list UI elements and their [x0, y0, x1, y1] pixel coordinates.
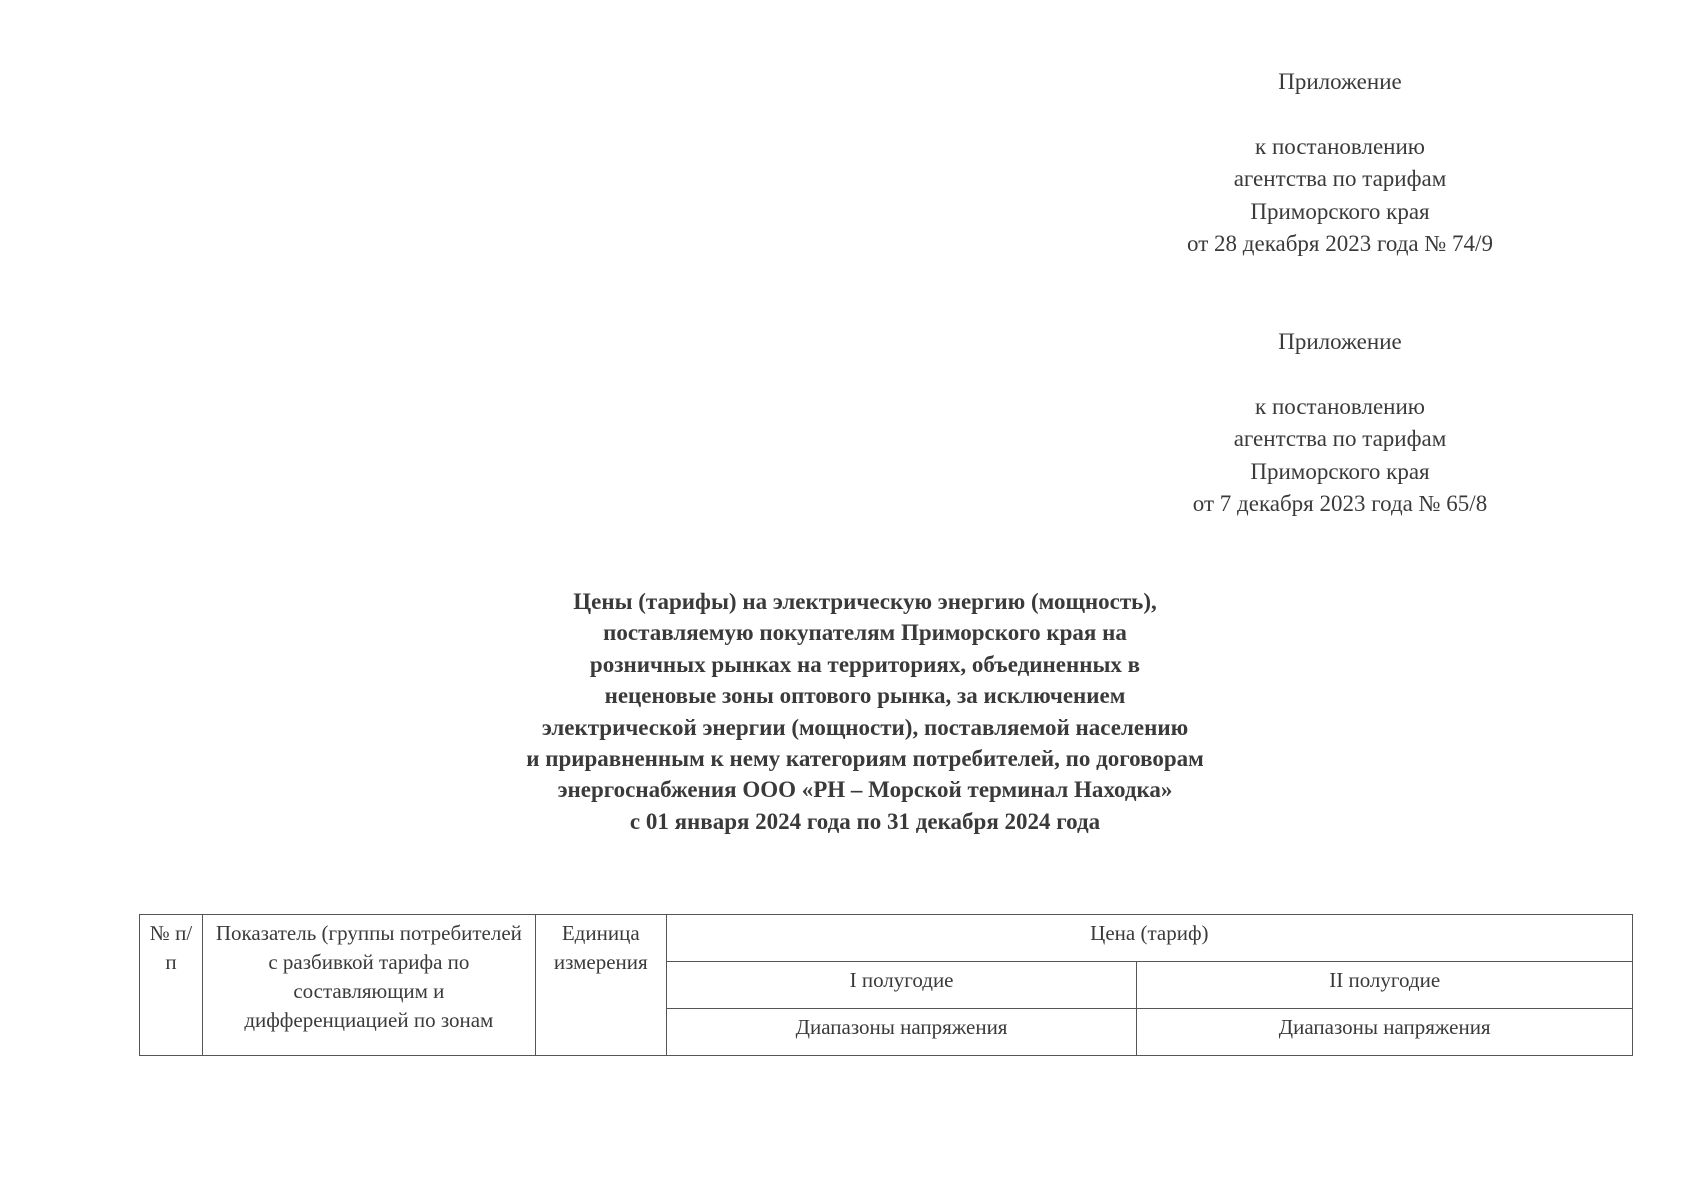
appendix-date-line: от 28 декабря 2023 года № 74/9 [1187, 231, 1493, 256]
col-header-number: № п/п [140, 915, 203, 1056]
appendix-block-2 [1080, 326, 1600, 521]
col-header-voltage-ranges-2: Диапазоны напряжения [1137, 1009, 1633, 1056]
appendix-block-1 [1080, 66, 1600, 261]
col-header-half-2: II полугодие [1137, 962, 1633, 1009]
appendix-line: агентства по тарифам [1233, 166, 1447, 191]
tariff-table [139, 914, 1633, 1056]
title-line: электрической энергии (мощности), поставляемой населению [541, 714, 1189, 740]
appendix-date-line: от 7 декабря 2023 года № 65/8 [1192, 491, 1488, 516]
title-line: Цены (тарифы) на электрическую энергию (мощность), [573, 589, 1157, 614]
title-line: энергоснабжения ООО «РН – Морской терминал Находка» [557, 777, 1173, 803]
col-header-voltage-ranges-1: Диапазоны напряжения [666, 1009, 1137, 1056]
appendix-line: Приморского края [1250, 198, 1430, 224]
document-title [400, 586, 1330, 837]
appendix-line: к постановлению [1255, 133, 1425, 159]
title-line: с 01 января 2024 года по 31 декабря 2024 года [629, 808, 1101, 834]
appendix-spacer [1080, 99, 1600, 131]
appendix-spacer [1080, 359, 1600, 391]
col-header-indicator: Показатель (группы потребителей с разбивкой тарифа по составляющим и дифференциацией по зонам [202, 915, 535, 1056]
title-line: неценовые зоны оптового рынка, за исключением [604, 683, 1126, 709]
col-header-unit: Единица измерения [535, 915, 666, 1056]
appendix-line: агентства по тарифам [1233, 426, 1447, 451]
table-header-row [140, 915, 1633, 962]
appendix-line: Приморского края [1250, 458, 1430, 484]
title-line: розничных рынках на территориях, объединенных в [589, 651, 1141, 677]
title-line: поставляемую покупателям Приморского края на [603, 620, 1127, 646]
col-header-price: Цена (тариф) [666, 915, 1632, 962]
appendix-line: к постановлению [1255, 393, 1425, 419]
appendix-title: Приложение [1278, 329, 1402, 354]
title-line: и приравненным к нему категориям потребителей, по договорам [526, 746, 1204, 772]
col-header-half-1: I полугодие [666, 962, 1137, 1009]
appendix-title: Приложение [1278, 69, 1402, 94]
